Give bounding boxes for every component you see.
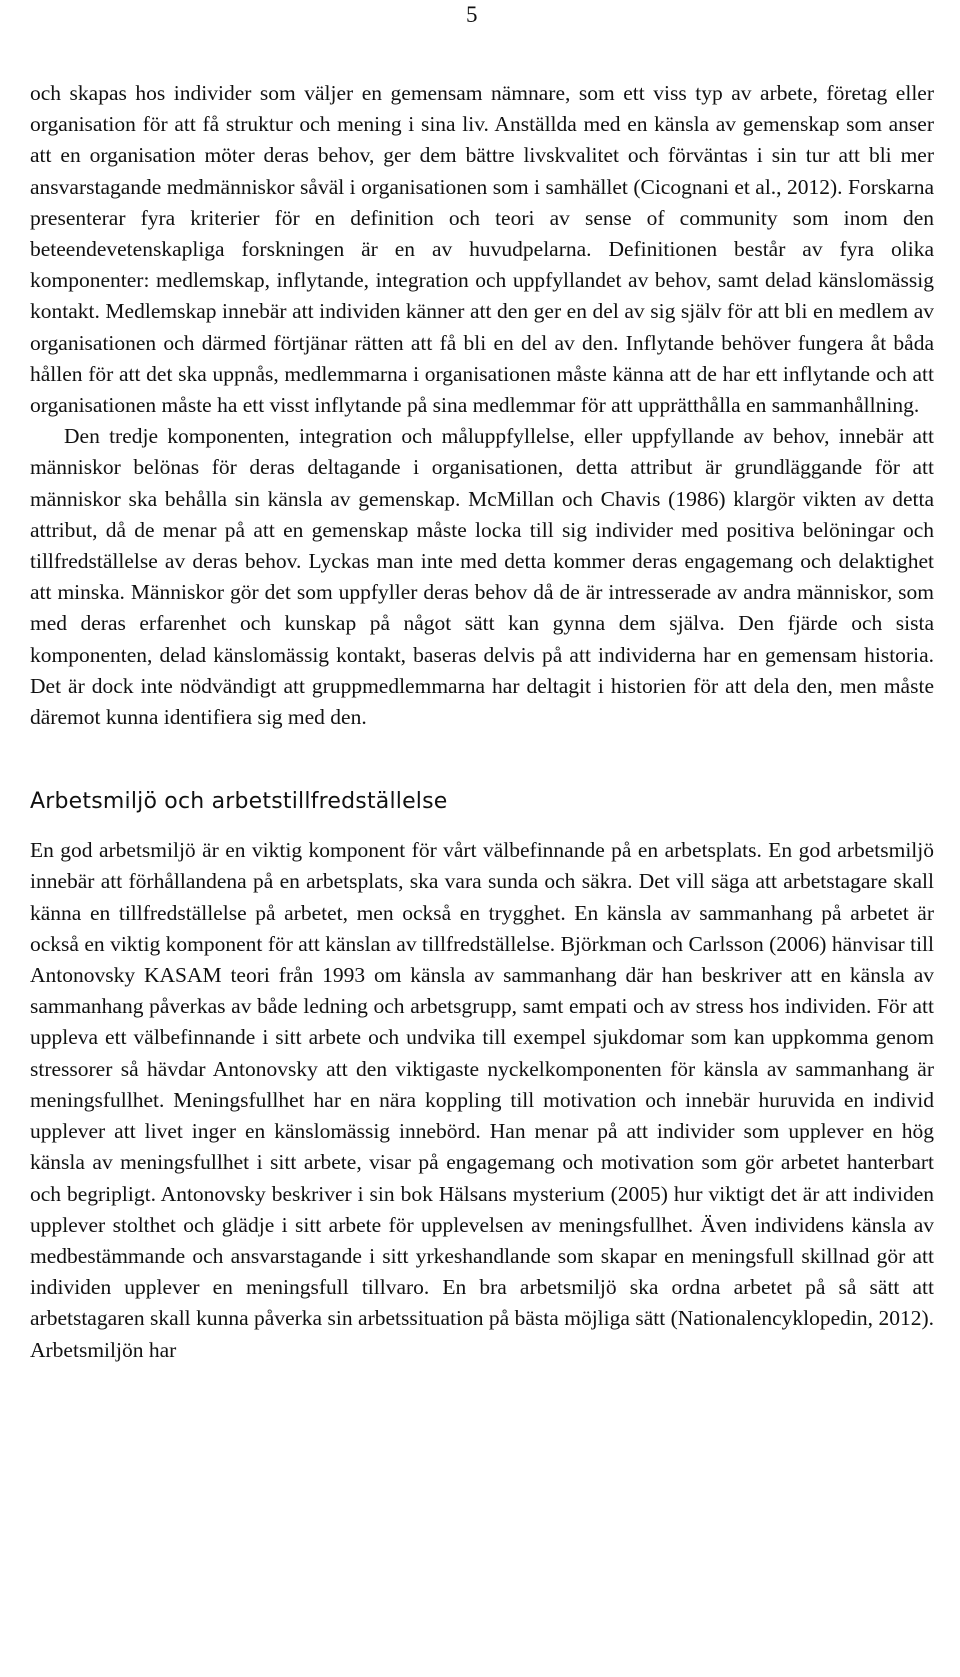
document-body [30, 78, 934, 1366]
paragraph-work-environment: En god arbetsmiljö är en viktig komponent för vårt välbefinnande på en arbetsplats. En god arbetsmiljö innebär att förhållandena på en arbetsplats, ska vara sunda och säkra. Det vill säga att arbetstagare skall känna en tillfredställelse på arbetet, men också en trygghet. En känsla av sammanhang på arbetet är också en viktig komponent för att känslan av tillfredställelse. Björkman och Carlsson (2006) hänvisar till Antonovsky KASAM teori från 1993 om känsla av sammanhang där han beskriver att en känsla av sammanhang påverkas av både ledning och arbetsgrupp, samt empati och av stress hos individen. För att uppleva ett välbefinnande i sitt arbete och undvika till exempel sjukdomar som kan uppkomma genom stressorer så hävdar Antonovsky att den viktigaste nyckelkomponenten för känsla av sammanhang är meningsfullhet. Meningsfullhet har en nära koppling till motivation och innebär huruvida en individ upplever att livet inger en känslomässig innebörd. Han menar på att individer som upplever en hög känsla av meningsfullhet i sitt arbete, visar på engagemang och motivation som gör arbetet hanterbart och begripligt. Antonovsky beskriver i sin bok Hälsans mysterium (2005) hur viktigt det är att individen upplever stolthet och glädje i sitt arbete för upplevelsen av meningsfullhet. Även individens känsla av medbestämmande och ansvarstagande i sitt yrkeshandlande som skapar en meningsfull skillnad gör att individen upplever en meningsfull tillvaro. En bra arbetsmiljö ska ordna arbetet på så sätt att arbetstagaren skall kunna påverka sin arbetssituation på bästa möjliga sätt (Nationalencyklopedin, 2012). Arbetsmiljön har [30, 838, 934, 1362]
paragraph-integration-and-shared-connection: Den tredje komponenten, integration och måluppfyllelse, eller uppfyllande av behov, innebär att människor belönas för deras deltagande i organisationen, detta attribut är grundläggande för att människor ska behålla sin känsla av gemenskap. McMillan och Chavis (1986) klargör vikten av detta attribut, då de menar på att en gemenskap måste locka till sig individer med positiva belöningar och tillfredställelse av deras behov. Lyckas man inte med detta kommer deras engagemang och delaktighet att minska. Människor gör det som uppfyller deras behov då de är intresserade av andra människor, som med deras erfarenhet och kunskap på något sätt kan gynna dem själva. Den fjärde och sista komponenten, delad känslomässig kontakt, baseras delvis på att individerna har en gemensam historia. Det är dock inte nödvändigt att gruppmedlemmarna har deltagit i historien för att dela den, men måste däremot kunna identifiera sig med den. [30, 424, 934, 730]
section-heading-work-environment: Arbetsmiljö och arbetstillfredställelse [30, 789, 448, 815]
paragraph-sense-of-community: och skapas hos individer som väljer en gemensam nämnare, som ett viss typ av arbete, företag eller organisation för att få struktur och mening i sina liv. Anställda med en känsla av gemenskap som anser att en organisation möter deras behov, ger dem bättre livskvalitet och förväntas i sin tur att bli mer ansvarstagande medmänniskor såväl i organisationen som i samhället (Cicognani et al., 2012). Forskarna presenterar fyra kriterier för en definition och teori av sense of community som inom den beteendevetenskapliga forskningen är en av huvudpelarna. Definitionen består av fyra olika komponenter: medlemskap, inflytande, integration och uppfyllandet av behov, samt delad känslomässig kontakt. Medlemskap innebär att individen känner att den ger en del av sig själv för att bli en medlem av organisationen och därmed förtjänar rätten att få bli en del av den. Inflytande behöver fungera åt båda hållen för att det ska uppnås, medlemmarna i organisationen måste känna att de har ett inflytande och att organisationen måste ha ett visst inflytande på sina medlemmar för att upprätthålla en sammanhållning. [30, 81, 934, 418]
page-number: 5 [466, 2, 478, 27]
